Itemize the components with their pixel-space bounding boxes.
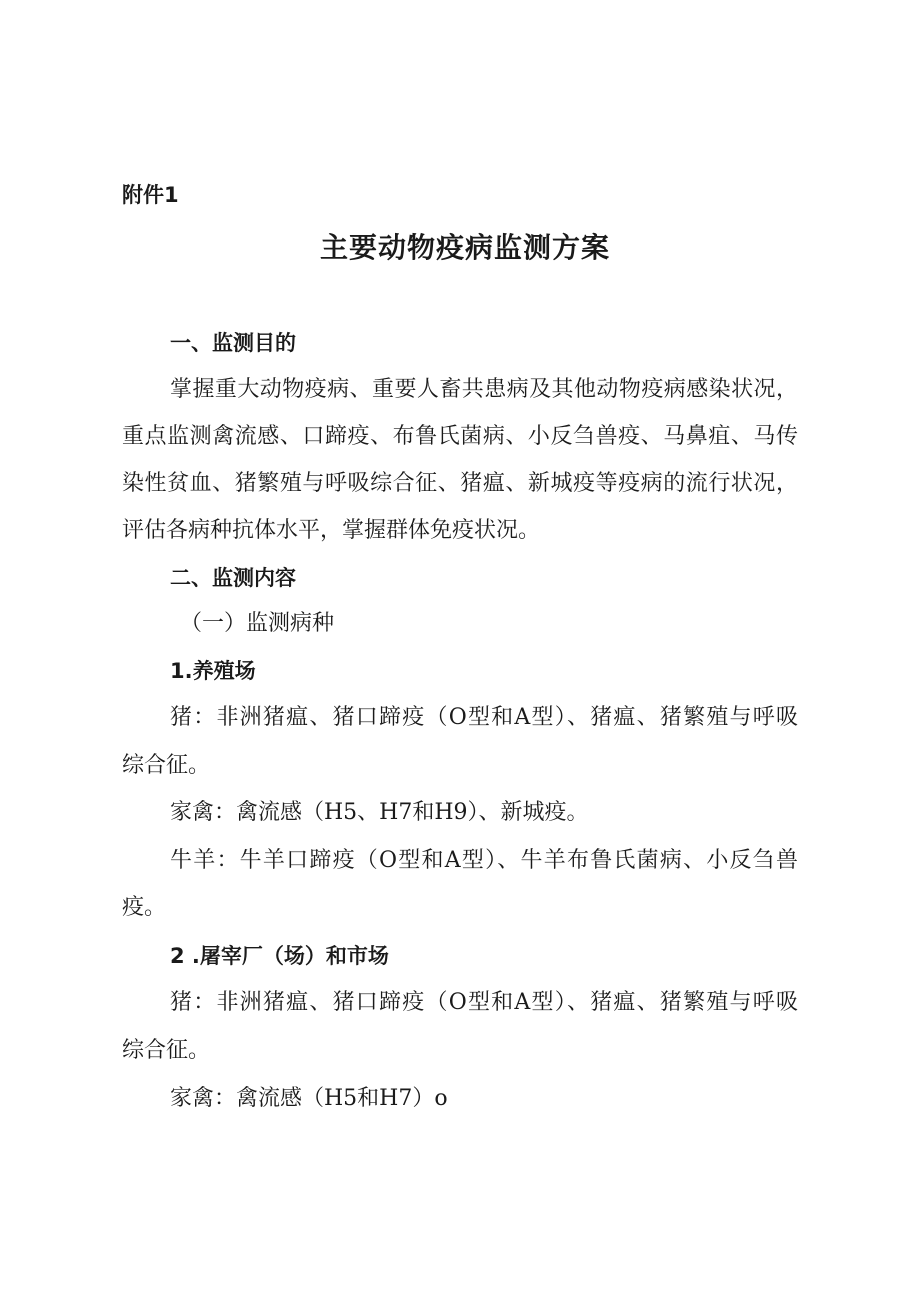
farm-poultry-line: 家禽：禽流感（H5、H7和H9）、新城疫。	[170, 800, 589, 825]
attachment-label: 附件1	[122, 183, 179, 207]
slaughter-poultry-line: 家禽：禽流感（H5和H7）o	[170, 1086, 448, 1111]
farm-pig-line-2: 综合征。	[122, 753, 211, 778]
purpose-line-4: 评估各病种抗体水平，掌握群体免疫状况。	[122, 518, 541, 543]
purpose-line-2: 重点监测禽流感、口蹄疫、布鲁氏菌病、小反刍兽疫、马鼻疽、马传	[122, 424, 798, 449]
section-heading-content: 二、监测内容	[170, 566, 296, 590]
farm-cattle-line-1: 牛羊：牛羊口蹄疫（O型和A型）、牛羊布鲁氏菌病、小反刍兽	[170, 848, 798, 873]
subheading-farm: 1.养殖场	[170, 659, 256, 683]
purpose-line-3: 染性贫血、猪繁殖与呼吸综合征、猪瘟、新城疫等疫病的流行状况，	[122, 471, 798, 496]
farm-cattle-line-2: 疫。	[122, 895, 167, 920]
slaughter-pig-line-2: 综合征。	[122, 1038, 211, 1063]
document-title: 主要动物疫病监测方案	[319, 231, 610, 264]
subsection-disease-types: （一）监测病种	[180, 611, 335, 636]
section-heading-purpose: 一、监测目的	[170, 331, 296, 355]
farm-pig-line-1: 猪：非洲猪瘟、猪口蹄疫（O型和A型）、猪瘟、猪繁殖与呼吸	[170, 705, 798, 730]
slaughter-pig-line-1: 猪：非洲猪瘟、猪口蹄疫（O型和A型）、猪瘟、猪繁殖与呼吸	[170, 990, 798, 1015]
subheading-slaughter-market: 2 .屠宰厂（场）和市场	[170, 944, 389, 968]
purpose-line-1: 掌握重大动物疫病、重要人畜共患病及其他动物疫病感染状况，	[170, 377, 798, 402]
